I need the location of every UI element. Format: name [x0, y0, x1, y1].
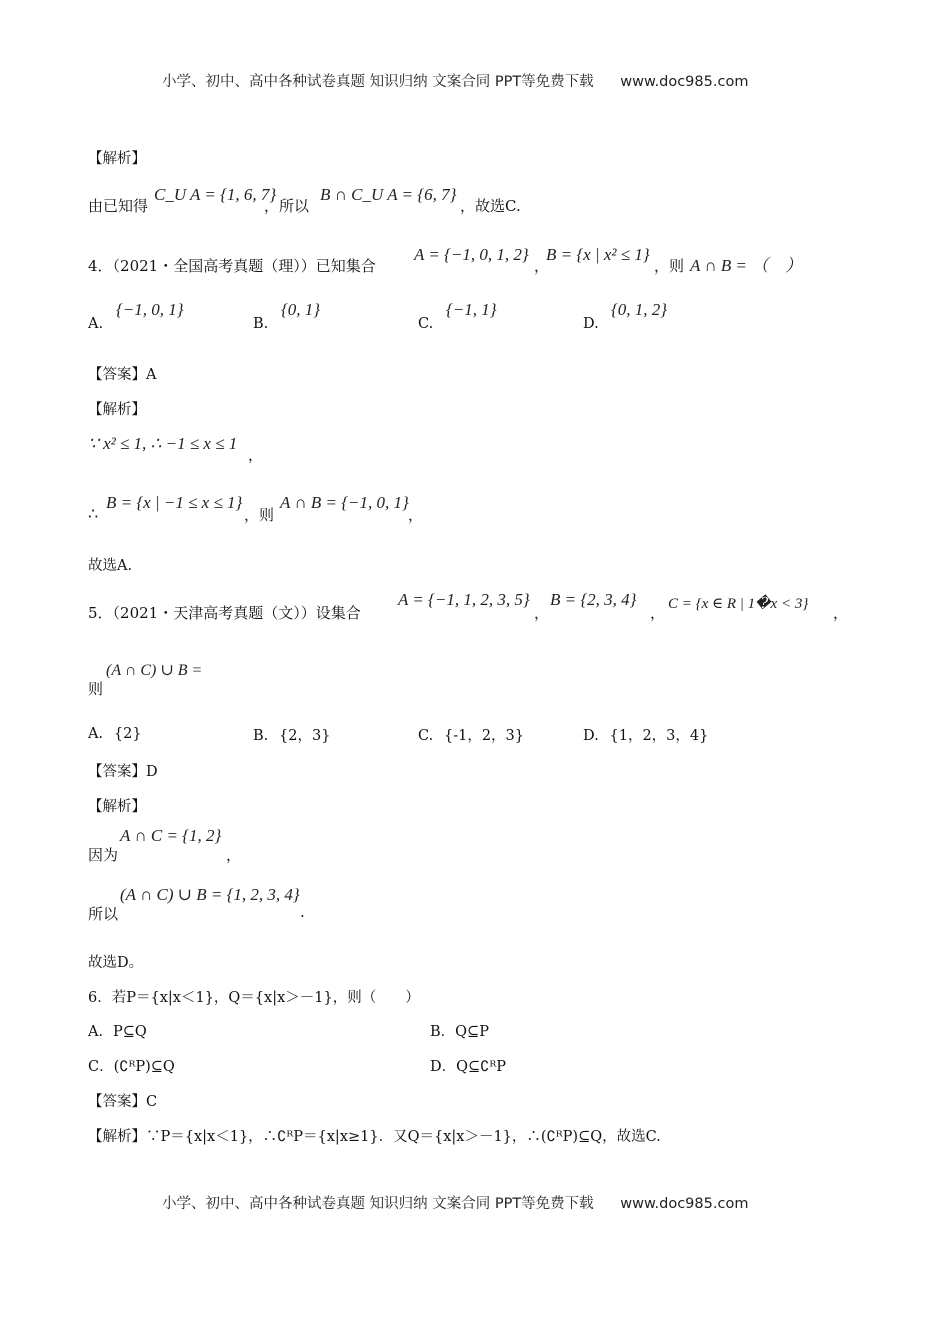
- q3-middle: ，所以: [264, 197, 310, 215]
- q4-options: [88, 300, 788, 340]
- q5-because-math: A ∩ C = {1, 2}: [120, 826, 222, 845]
- q5-answer: 【答案】D: [88, 764, 158, 780]
- option-value: {-1，2，3}: [443, 728, 524, 744]
- option-value: {1，2，3，4}: [609, 728, 709, 744]
- option-letter: A．: [88, 1024, 113, 1040]
- q4-stem-line: [88, 245, 848, 279]
- q4-set-a: A = {−1, 0, 1, 2}: [414, 245, 529, 264]
- q5-analysis-label: 【解析】: [88, 799, 146, 815]
- q4-step2-math: B = {x | −1 ≤ x ≤ 1}: [106, 493, 243, 512]
- q5-option-c[interactable]: [418, 724, 524, 745]
- q5-so-line: [88, 885, 348, 925]
- q5-set-a: A = {−1, 1, 2, 3, 5}: [398, 590, 530, 609]
- option-letter: D.: [583, 728, 599, 744]
- q6-options: [88, 1020, 788, 1080]
- q5-options: [88, 724, 788, 748]
- q5-so-tail: .: [300, 903, 305, 921]
- option-letter: B．: [430, 1024, 456, 1040]
- q5-option-a[interactable]: [88, 724, 142, 742]
- q6-answer: 【答案】C: [88, 1094, 158, 1110]
- q4-answer: 【答案】A: [88, 367, 157, 383]
- option-value: Q⊆P: [455, 1024, 489, 1040]
- header-text: 小学、初中、高中各种试卷真题 知识归纳 文案合同 PPT等免费下载: [162, 74, 594, 90]
- option-value: P⊆Q: [112, 1024, 147, 1040]
- option-letter: C.: [418, 728, 434, 744]
- q3-math-intersection: B ∩ C_U A = {6, 7}: [320, 185, 457, 204]
- q5-so-math: (A ∩ C) ∪ B = {1, 2, 3, 4}: [120, 885, 300, 904]
- q6-stem: 6．若P＝{x|x＜1}，Q＝{x|x＞－1}，则（ ）: [88, 990, 420, 1006]
- q6-analysis: 【解析】∵P＝{x|x＜1}，∴∁ᴿP＝{x|x≥1}．又Q＝{x|x＞－1}，∴(∁ᴿP)⊆Q，故选C.: [88, 1129, 661, 1145]
- q5-then: 则: [88, 680, 104, 698]
- q4-step2: [88, 493, 488, 529]
- q4-stem: 4．（2021・全国高考真题（理））已知集合: [88, 257, 376, 275]
- q5-stem-line: [88, 590, 848, 626]
- q4-ask: A ∩ B = （ ）: [690, 256, 803, 275]
- q5-because-line: [88, 826, 288, 866]
- option-value: {0, 1, 2}: [611, 300, 668, 319]
- q4-sep: ，: [534, 257, 550, 275]
- q3-analysis-label: 【解析】: [88, 151, 146, 167]
- q5-expr-line: [88, 660, 288, 700]
- footer-url[interactable]: www.doc985.com: [620, 1196, 749, 1212]
- q5-comma-1: ，: [534, 604, 550, 622]
- q5-so: 所以: [88, 905, 119, 923]
- option-value: {−1, 0, 1}: [116, 300, 184, 319]
- q5-option-b[interactable]: [253, 724, 330, 745]
- q3-line-prefix: 由已知得: [88, 197, 149, 215]
- q4-analysis-label: 【解析】: [88, 402, 146, 418]
- q4-step2-mid: ，则: [244, 506, 275, 524]
- option-letter: D.: [583, 316, 599, 332]
- q6-option-b[interactable]: [430, 1020, 489, 1041]
- q6-option-c[interactable]: [88, 1055, 175, 1076]
- q3-math-complement: C_U A = {1, 6, 7}: [154, 185, 277, 204]
- q5-set-b: B = {2, 3, 4}: [550, 590, 637, 609]
- option-letter: B.: [253, 316, 269, 332]
- q5-set-c: C = {x ∈ R | 1�x < 3}: [668, 596, 809, 612]
- q4-step2-tail: ，: [408, 506, 424, 524]
- option-letter: D．: [430, 1059, 457, 1075]
- q5-option-d[interactable]: [583, 724, 708, 745]
- q5-because: 因为: [88, 846, 119, 864]
- q4-step1-math: ∵ x² ≤ 1, ∴ −1 ≤ x ≤ 1: [88, 434, 238, 453]
- q5-conclusion: 故选D。: [88, 955, 144, 971]
- page-header: [162, 70, 748, 91]
- q4-step2-prefix: ∴: [88, 504, 99, 523]
- q6-option-d[interactable]: [430, 1055, 506, 1076]
- option-value: Q⊆∁ᴿP: [456, 1059, 507, 1075]
- q6-option-a[interactable]: [88, 1020, 147, 1041]
- option-letter: C．: [88, 1059, 114, 1075]
- header-url[interactable]: www.doc985.com: [620, 74, 749, 90]
- q4-step2-math2: A ∩ B = {−1, 0, 1}: [280, 493, 409, 512]
- option-letter: A.: [88, 316, 104, 332]
- page-footer: [162, 1192, 748, 1213]
- option-letter: A.: [88, 726, 104, 742]
- option-value: (∁ᴿP)⊆Q: [113, 1059, 175, 1075]
- q5-comma-3: ，: [833, 604, 849, 622]
- option-value: {2}: [113, 726, 142, 742]
- q4-set-b: B = {x | x² ≤ 1}: [546, 245, 650, 264]
- option-value: {0, 1}: [281, 300, 321, 319]
- q4-conclusion: 故选A.: [88, 558, 133, 574]
- option-letter: B.: [253, 728, 269, 744]
- q3-suffix: ，故选C.: [460, 197, 521, 215]
- q5-because-tail: ，: [226, 846, 242, 864]
- q4-tail: ，则: [654, 257, 685, 275]
- q5-expr: (A ∩ C) ∪ B =: [106, 662, 203, 679]
- q5-stem: 5．（2021・天津高考真题（文））设集合: [88, 604, 361, 622]
- option-value: {−1, 1}: [446, 300, 497, 319]
- q4-step1-tail: ，: [248, 446, 264, 464]
- q5-comma-2: ，: [650, 604, 666, 622]
- option-letter: C.: [418, 316, 434, 332]
- option-value: {2，3}: [279, 728, 331, 744]
- footer-text: 小学、初中、高中各种试卷真题 知识归纳 文案合同 PPT等免费下载: [162, 1196, 594, 1212]
